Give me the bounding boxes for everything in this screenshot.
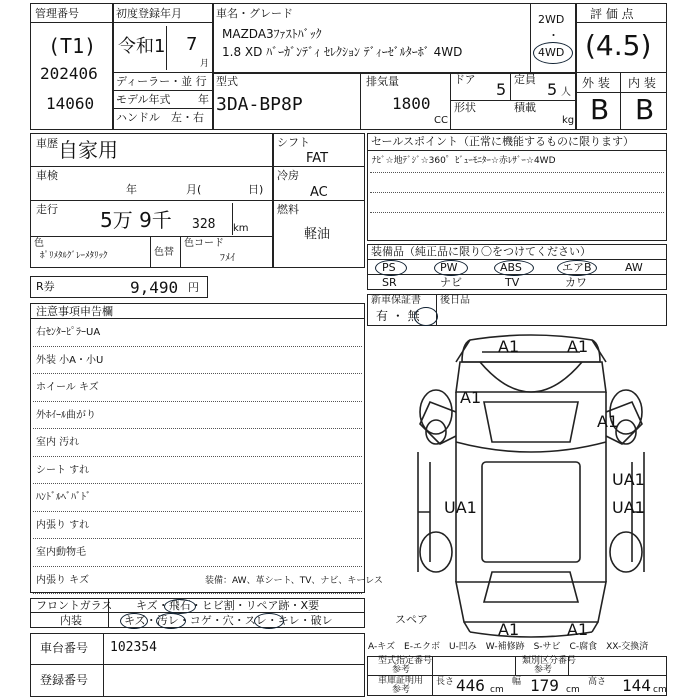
recycle-label: R券 <box>36 280 55 293</box>
equip-abs: ABS <box>500 261 522 274</box>
damage-mark: UA1 <box>444 498 477 517</box>
exterior-label: 外 装 <box>582 76 610 90</box>
teiin-value: 5 <box>547 80 558 99</box>
equip-leather: カワ <box>565 276 587 289</box>
damage-mark: A1 <box>460 388 482 407</box>
color-change-label: 色替 <box>154 247 174 258</box>
mileage-label: 走行 <box>36 203 58 216</box>
note-line: 外装 小A・小U <box>36 354 104 366</box>
notes-label: 注意事項申告欄 <box>36 305 113 318</box>
ac-value: AC <box>310 185 328 200</box>
type-designation-label: 型式指定番号 <box>378 656 433 666</box>
mileage-value: 5万 9千 <box>100 208 172 232</box>
sales-points-label: セールスポイント（正常に機能するものに限ります） <box>371 135 635 148</box>
shift-value: FAT <box>306 151 329 166</box>
damage-mark: UA1 <box>612 470 645 489</box>
interior-cond-text: キズ・汚レ・コゲ・穴・スレ・キレ・破レ <box>124 614 333 627</box>
class-label: 類別区分番号 <box>522 656 577 666</box>
height-value: 144 <box>622 676 651 695</box>
reg-label: 登録番号 <box>40 673 89 687</box>
inspection-label: 車検 <box>36 169 58 182</box>
equip-abs-circle <box>494 260 534 276</box>
dealer-label: ディーラー・並 行 <box>116 75 207 88</box>
interior-cond-label: 内装 <box>60 614 82 627</box>
note-line: 内張り すれ <box>36 519 90 531</box>
shift-label: シフト <box>277 136 310 149</box>
score-value: (4.5) <box>585 29 652 62</box>
later-items-label: 後日品 <box>440 295 470 306</box>
damage-legend: A-キズ E-エクボ U-凹み W-補修跡 S-サビ C-腐食 XX-交換済 <box>368 642 649 652</box>
kanri-label: 管理番号 <box>35 7 79 20</box>
door-value: 5 <box>496 80 507 99</box>
kanri-num: 14060 <box>46 94 95 113</box>
damage-mark: A1 <box>597 412 619 431</box>
inspection-day: 日) <box>248 183 264 196</box>
width-cm: cm <box>566 685 580 695</box>
kg-unit: kg <box>562 115 575 126</box>
displacement-value: 1800 <box>392 94 431 113</box>
height-cm: cm <box>653 685 667 695</box>
note-line: 外ﾎｲｰﾙ曲がり <box>36 409 96 421</box>
kanri-date: 202406 <box>40 64 98 83</box>
scratch-circle <box>120 613 148 629</box>
garage-cert-sub: 参考 <box>392 685 411 695</box>
length-value: 446 <box>456 676 485 695</box>
stone-chip-circle <box>164 599 196 614</box>
chassis-value: 102354 <box>110 640 157 655</box>
fuel-label: 燃料 <box>277 203 299 216</box>
car-grade: 1.8 XD ﾊﾞｰｶﾞﾝﾃﾞｨ ｾﾚｸｼｮﾝ ﾃﾞｨｰｾﾞﾙﾀｰﾎﾞ 4WD <box>222 45 463 59</box>
damage-mark: UA1 <box>612 498 645 517</box>
sekisai-label: 積載 <box>514 101 536 114</box>
note-line: 室内 汚れ <box>36 437 80 448</box>
history-label: 車歴 <box>36 137 58 150</box>
stain-circle <box>156 613 186 629</box>
chassis-label: 車台番号 <box>40 641 89 655</box>
note-line: ﾊﾝﾄﾞﾙﾍﾞﾊﾞﾄﾞ <box>36 492 91 503</box>
front-glass-label: フロントガラス <box>36 599 113 612</box>
displacement-label: 排気量 <box>366 75 399 88</box>
mileage-sub: 328 <box>192 217 216 232</box>
history-value: 自家用 <box>58 138 118 162</box>
katashiki-label: 型式 <box>216 75 238 88</box>
damage-mark: A1 <box>498 620 520 639</box>
kanri-code: (T1) <box>48 34 97 58</box>
damage-mark: A1 <box>498 337 520 356</box>
interior-label: 内 装 <box>628 76 656 90</box>
length-label: 長さ <box>436 677 455 687</box>
equip-ps: PS <box>382 261 396 274</box>
equip-tv: TV <box>505 276 520 289</box>
equipment-label: 装備品（純正品に限り〇をつけてください） <box>371 245 591 258</box>
front-glass-text: キズ・飛石・ヒビ割・リペア跡・X要 <box>136 599 320 612</box>
inspection-month: 月( <box>186 183 202 196</box>
teiin-unit: 人 <box>561 87 571 98</box>
drive-4wd-circle <box>533 42 573 64</box>
first-reg-month: 7 <box>186 34 198 55</box>
height-label: 高さ <box>588 677 607 687</box>
note-line: ホイール キズ <box>36 382 99 393</box>
color-value: ﾎﾟﾘﾒﾀﾙｸﾞﾚｰﾒﾀﾘｯｸ <box>40 251 108 261</box>
katachi-label: 形状 <box>454 101 476 114</box>
handle-label: ハンドル 左・右 <box>116 111 204 124</box>
model-year-label: モデル年式 <box>116 93 171 106</box>
equip-aw: AW <box>625 261 643 274</box>
warranty-none-circle <box>414 307 438 326</box>
width-value: 179 <box>530 676 559 695</box>
ac-label: 冷房 <box>277 169 299 182</box>
car-name-label: 車名・グレード <box>216 7 293 20</box>
first-reg-era: 令和1 <box>118 36 166 57</box>
exterior-grade: B <box>590 93 610 126</box>
equip-airbag-circle <box>557 260 597 276</box>
spare-label: スペア <box>395 613 428 626</box>
width-label: 幅 <box>512 677 522 687</box>
length-cm: cm <box>490 685 504 695</box>
drive-4wd: 4WD <box>538 46 565 59</box>
note-line: 内張り キズ <box>36 574 89 586</box>
equip-pw: PW <box>440 261 458 274</box>
car-name: MAZDA3ﾌｧｽﾄﾊﾞｯｸ <box>222 27 322 41</box>
warranty-value: 有 ・ 無 <box>376 309 420 323</box>
note-line: 右ｾﾝﾀｰﾋﾟﾗｰUA <box>36 327 101 338</box>
notes-equipment: 装備：AW、革シート、TV、ナビ、キーレス <box>205 576 383 586</box>
drive-2wd: 2WD <box>538 13 565 26</box>
garage-cert-label: 車庫証明用 <box>378 676 424 686</box>
inspection-year: 年 <box>126 183 137 196</box>
equip-sr: SR <box>382 276 397 289</box>
score-label: 評 価 点 <box>590 7 634 21</box>
warranty-label: 新車保証書 <box>371 295 421 306</box>
door-label: ドア <box>454 73 476 86</box>
recycle-value: 9,490 <box>130 278 179 297</box>
color-label: 色 <box>34 238 44 249</box>
first-reg-label: 初度登録年月 <box>116 7 182 20</box>
cc-unit: CC <box>434 115 448 126</box>
recycle-unit: 円 <box>188 281 199 294</box>
sales-points-text: ﾅﾋﾞ☆地ﾃﾞｼﾞ☆360゜ﾋﾞｭｰﾓﾆﾀｰ☆赤ﾚｻﾞｰ☆4WD <box>372 156 556 166</box>
equip-pw-circle <box>434 260 468 276</box>
fuel-value: 軽油 <box>304 227 331 242</box>
year-unit: 年 <box>198 93 209 106</box>
note-line: 室内動物毛 <box>36 547 86 558</box>
damage-mark: A1 <box>567 620 589 639</box>
interior-grade: B <box>635 93 655 126</box>
equip-airbag: エアB <box>562 261 592 274</box>
damage-mark: A1 <box>567 337 589 356</box>
month-unit: 月 <box>200 59 210 69</box>
note-line: シート すれ <box>36 464 90 476</box>
km-unit: km <box>233 223 249 234</box>
equip-ps-circle <box>375 260 407 276</box>
drive-dot: ・ <box>548 29 559 42</box>
katashiki-value: 3DA-BP8P <box>216 94 303 115</box>
class-sub: 参考 <box>534 665 553 675</box>
color-code-label: 色コード <box>184 238 224 249</box>
color-code: ﾌﾒｲ <box>220 253 235 264</box>
equip-navi: ナビ <box>440 276 462 289</box>
type-designation-sub: 参考 <box>392 665 411 675</box>
rub-circle <box>254 613 284 629</box>
recycle-box <box>30 276 208 298</box>
teiin-label: 定員 <box>514 73 536 86</box>
